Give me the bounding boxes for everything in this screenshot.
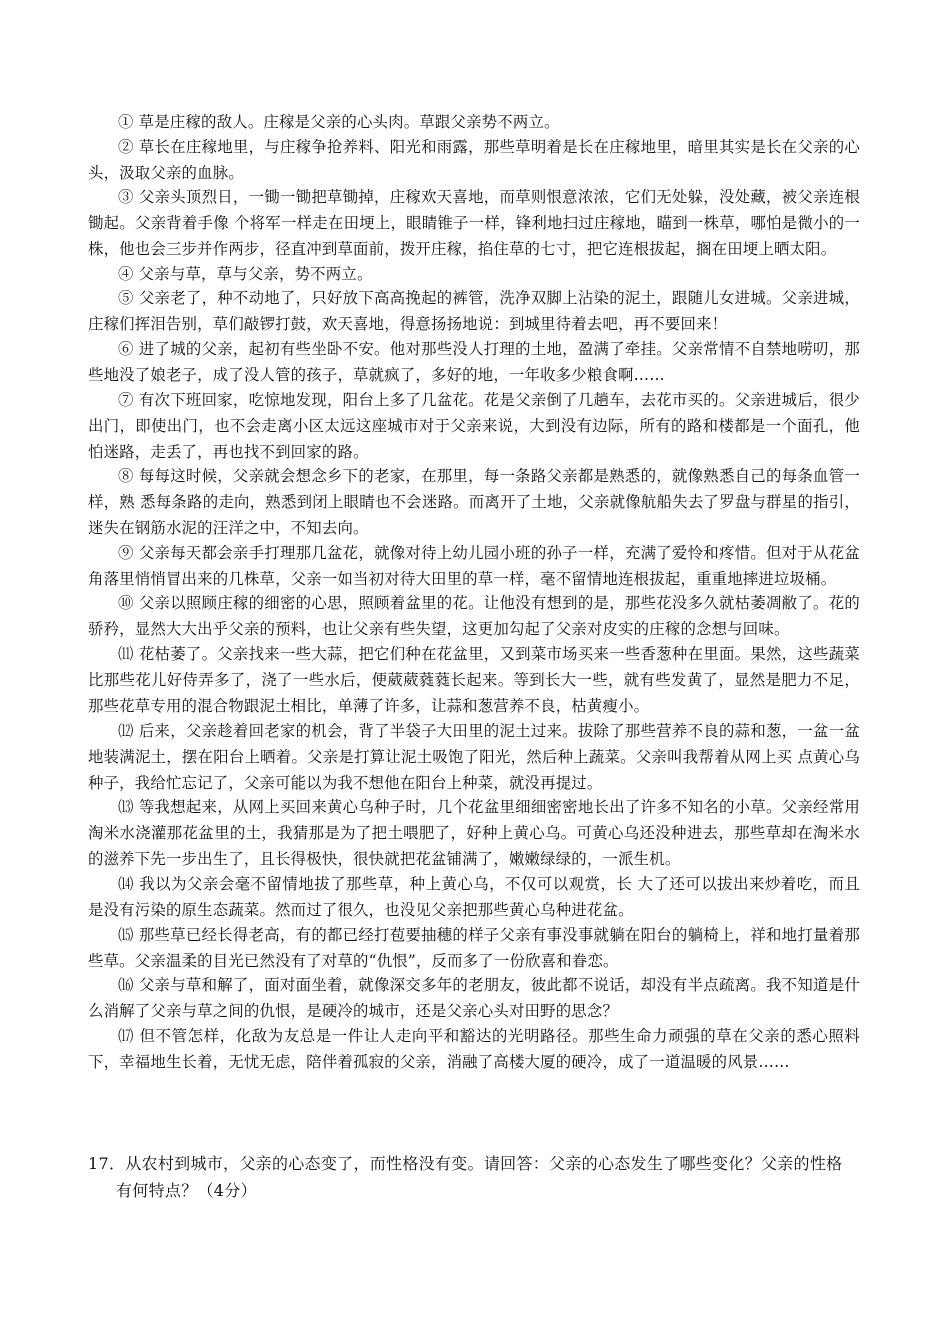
paragraph-4: ④ 父亲与草，草与父亲，势不两立。 — [118, 264, 373, 283]
paragraph-17: ⒄ 但不管怎样，化敌为友总是一件让人走向平和豁达的光明路径。那些生命力顽强的草在父亲的悉心照料下，幸福地生长着，无忧无虑，陪伴着孤寂的父亲，消融了高楼大厦的硬冷，成了一道温暖的风景…… — [88, 1026, 860, 1071]
paragraph-2: ② 草长在庄稼地里，与庄稼争抢养料、阳光和雨露，那些草明着是长在庄稼地里，暗里其实是长在父亲的心头，汲取父亲的血脉。 — [88, 137, 860, 182]
paragraph-6: ⑥ 进了城的父亲，起初有些坐卧不安。他对那些没人打理的土地，盈满了牵挂。父亲常情不自禁地唠叨，那些地没了娘老子，成了没人管的孩子，草就疯了，多好的地，一年收多少粮食啊…… — [88, 340, 860, 385]
paragraph-3: ③ 父亲头顶烈日，一锄一锄把草锄掉，庄稼欢天喜地，而草则恨意浓浓，它们无处躲，没处藏，被父亲连根锄起。父亲背着手像 个将军一样走在田埂上，眼睛锥子一样，锋利地扫过庄稼地，瞄到一株草，哪怕是微小的一株，他也会三步并作两步，径直冲到草面前，拨开庄稼，掐住草的七寸，把它连根拔起，搁在田埂上晒太阳。 — [88, 188, 860, 259]
paragraph-5: ⑤ 父亲老了，种不动地了，只好放下高高挽起的裤管，洗净双脚上沾染的泥土，跟随儿女进城。父亲进城，庄稼们挥泪告别，草们敲锣打鼓，欢天喜地，得意扬扬地说：到城里待着去吧，再不要回来！ — [88, 289, 860, 334]
paragraph-10: ⑩ 父亲以照顾庄稼的细密的心思，照顾着盆里的花。让他没有想到的是，那些花没多久就枯萎凋敝了。花的骄矜，显然大大出乎父亲的预料，也让父亲有些失望，这更加勾起了父亲对皮实的庄稼的念想与回味。 — [88, 594, 860, 639]
paragraph-12: ⑿ 后来，父亲趁着回老家的机会，背了半袋子大田里的泥土过来。拔除了那些营养不良的蒜和葱，一盆一盆地装满泥土，摆在阳台上晒着。父亲是打算让泥土吸饱了阳光，然后种上蔬菜。父亲叫我帮着从网上买 点黄心乌种子，我给忙忘记了，父亲可能以为我不想他在阳台上种菜，就没再提过。 — [88, 721, 860, 792]
article-body — [88, 109, 860, 1073]
paragraph-13: ⒀ 等我想起来，从网上买回来黄心乌种子时，几个花盆里细细密密地长出了许多不知名的小草。父亲经常用淘米水浇灌那花盆里的土，我猜那是为了把土喂肥了，好种上黄心乌。可黄心乌还没种进去，那些草却在淘米水的滋养下先一步出生了，且长得极快，很快就把花盆铺满了，嫩嫩绿绿的，一派生机。 — [88, 798, 860, 869]
paragraph-14: ⒁ 我以为父亲会毫不留情地拔了那些草，种上黄心乌，不仅可以观赏，长 大了还可以拔出来炒着吃，而且是没有污染的原生态蔬菜。然而过了很久，也没见父亲把那些黄心乌种进花盆。 — [88, 874, 860, 919]
paragraph-15: ⒂ 那些草已经长得老高，有的都已经打苞要抽穗的样子父亲有事没事就躺在阳台的躺椅上，祥和地打量着那些草。父亲温柔的目光已然没有了对草的“仇恨”，反而多了一份欣喜和眷恋。 — [88, 925, 860, 970]
paragraph-7: ⑦ 有次下班回家，吃惊地发现，阳台上多了几盆花。花是父亲倒了几趟车，去花市买的。父亲进城后，很少出门，即使出门，也不会走离小区太远这座城市对于父亲来说，大到没有边际，所有的路和楼都是一个面孔，他怕迷路，走丢了，再也找不到回家的路。 — [88, 390, 860, 461]
paragraph-16: ⒃ 父亲与草和解了，面对面坐着，就像深交多年的老朋友，彼此都不说话，却没有半点疏离。我不知道是什么消解了父亲与草之间的仇恨，是硬冷的城市，还是父亲心头对田野的思念？ — [88, 976, 860, 1021]
paragraph-8: ⑧ 每每这时候，父亲就会想念乡下的老家，在那里，每一条路父亲都是熟悉的，就像熟悉自己的每条血管一样，熟 悉每条路的走向，熟悉到闭上眼睛也不会迷路。而离开了土地，父亲就像航船失去了罗盘与群星的指引，迷失在钢筋水泥的汪洋之中，不知去向。 — [88, 467, 860, 538]
paragraph-11: ⑾ 花枯萎了。父亲找来一些大蒜，把它们种在花盆里，又到菜市场买来一些香葱种在里面。果然，这些蔬菜比那些花儿好侍弄多了，浇了一些水后，便葳葳蕤蕤长起来。等到长大一些，就有些发黄了，显然是肥力不足，那些花草专用的混合物跟泥土相比，单薄了许多，让蒜和葱营养不良，枯黄瘦小。 — [88, 645, 860, 716]
paragraph-1: ① 草是庄稼的敌人。庄稼是父亲的心头肉。草跟父亲势不两立。 — [118, 113, 560, 131]
paragraph-9: ⑨ 父亲每天都会亲手打理那几盆花，就像对待上幼儿园小班的孙子一样，充满了爱怜和疼惜。但对于从花盆角落里悄悄冒出来的几株草，父亲一如当初对待大田里的草一样，毫不留情地连根拔起，重重地摔进垃圾桶。 — [88, 543, 860, 588]
question-text-line-1: 17．从农村到城市，父亲的心态变了，而性格没有变。请回答：父亲的心态发生了哪些变化？父亲的性格 — [88, 1154, 843, 1173]
question-17 — [88, 1150, 860, 1204]
question-text-line-2: 有何特点？（4分） — [116, 1181, 257, 1200]
